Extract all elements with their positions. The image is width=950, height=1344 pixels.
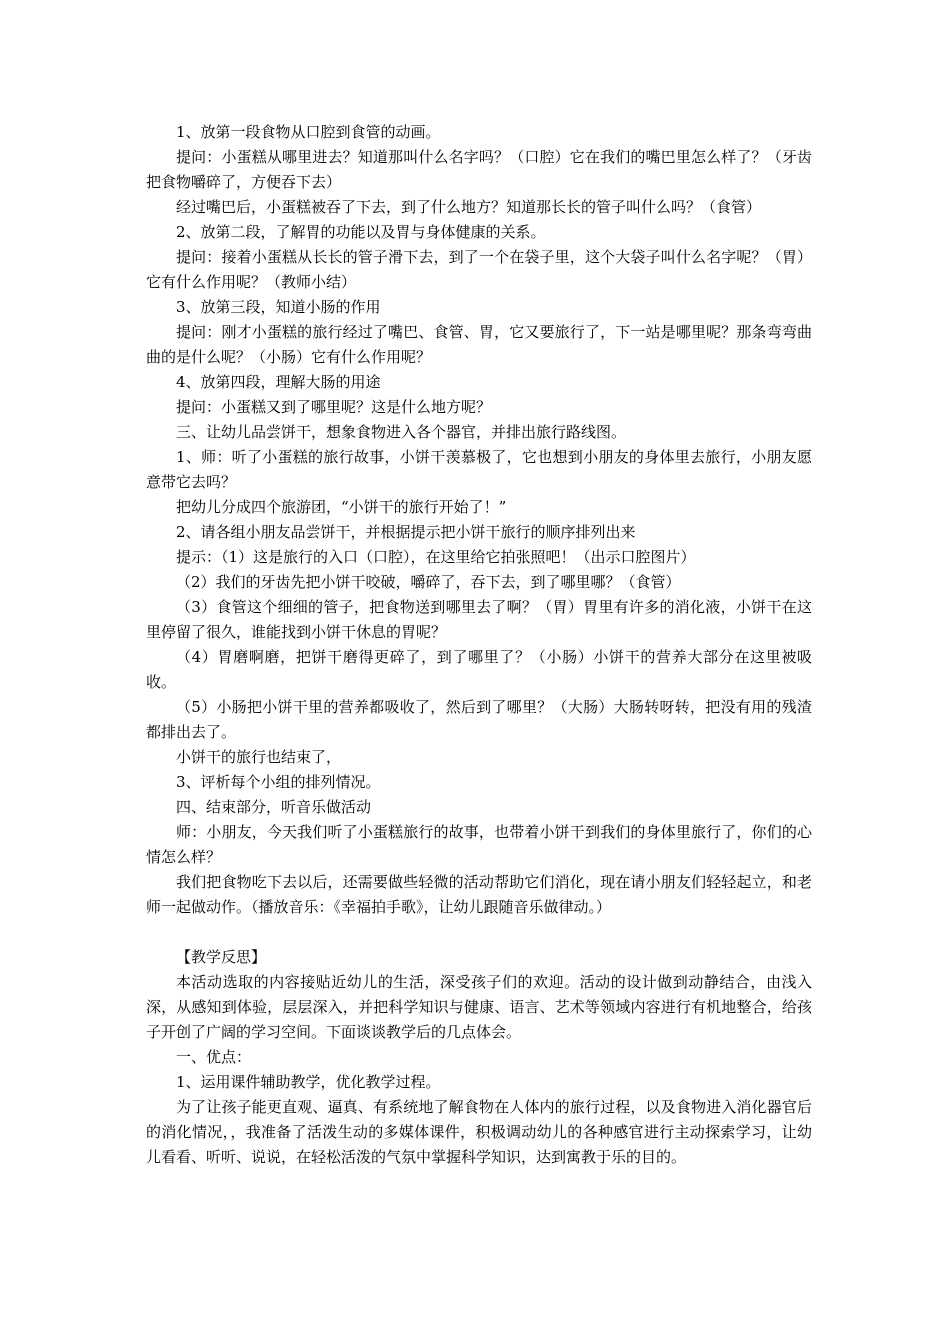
paragraph: 4、放第四段，理解大肠的用途: [176, 373, 381, 391]
reflection-paragraph: 1、运用课件辅助教学，优化教学过程。: [176, 1073, 441, 1091]
section-heading: 四、结束部分，听音乐做活动: [176, 798, 372, 816]
paragraph: 提问：小蛋糕从哪里进去？知道那叫什么名字吗？（口腔）它在我们的嘴巴里怎么样了？（牙齿把食物嚼碎了，方便吞下去）: [146, 148, 812, 191]
paragraph: （5）小肠把小饼干里的营养都吸收了，然后到了哪里？（大肠）大肠转呀转，把没有用的残渣都排出去了。: [146, 698, 812, 741]
paragraph: 师：小朋友，今天我们听了小蛋糕旅行的故事，也带着小饼干到我们的身体里旅行了，你们的心情怎么样？: [146, 823, 812, 866]
paragraph: 经过嘴巴后，小蛋糕被吞了下去，到了什么地方？知道那长长的管子叫什么吗？（食管）: [176, 198, 762, 216]
paragraph: 2、放第二段，了解胃的功能以及胃与身体健康的关系。: [176, 223, 546, 241]
paragraph: 小饼干的旅行也结束了，: [176, 748, 342, 766]
reflection-subheading: 一、优点：: [176, 1048, 252, 1066]
paragraph: （2）我们的牙齿先把小饼干咬破，嚼碎了，吞下去，到了哪里哪？（食管）: [176, 573, 681, 591]
paragraph: （4）胃磨啊磨，把饼干磨得更碎了，到了哪里了？（小肠）小饼干的营养大部分在这里被吸收。: [146, 648, 812, 691]
paragraph: 2、请各组小朋友品尝饼干，并根据提示把小饼干旅行的顺序排列出来: [176, 523, 636, 541]
reflection-paragraph: 本活动选取的内容接贴近幼儿的生活，深受孩子们的欢迎。活动的设计做到动静结合，由浅入深，从感知到体验，层层深入，并把科学知识与健康、语言、艺术等领域内容进行有机地整合，给孩子开创了广阔的学习空间。下面谈谈教学后的几点体会。: [146, 973, 812, 1041]
paragraph: 提问：刚才小蛋糕的旅行经过了嘴巴、食管、胃，它又要旅行了，下一站是哪里呢？那条弯弯曲曲的是什么呢？（小肠）它有什么作用呢？: [146, 323, 812, 366]
document-body: [146, 120, 812, 1170]
paragraph: 1、师：听了小蛋糕的旅行故事，小饼干羡慕极了，它也想到小朋友的身体里去旅行，小朋友愿意带它去吗？: [146, 448, 812, 491]
paragraph: 3、放第三段，知道小肠的作用: [176, 298, 381, 316]
paragraph: 提示：（1）这是旅行的入口（口腔），在这里给它拍张照吧！（出示口腔图片）: [176, 548, 696, 566]
paragraph: 提问：小蛋糕又到了哪里呢？这是什么地方呢？: [176, 398, 492, 416]
paragraph: 3、评析每个小组的排列情况。: [176, 773, 381, 791]
reflection-paragraph: 为了让孩子能更直观、逼真、有系统地了解食物在人体内的旅行过程，以及食物进入消化器官后的消化情况，，我准备了活泼生动的多媒体课件，积极调动幼儿的各种感官进行主动探索学习，让幼儿看看、听听、说说，在轻松活泼的气氛中掌握科学知识，达到寓教于乐的目的。: [146, 1098, 812, 1166]
paragraph: 把幼儿分成四个旅游团，“小饼干的旅行开始了！”: [176, 498, 507, 516]
paragraph: 1、放第一段食物从口腔到食管的动画。: [176, 123, 441, 141]
paragraph: （3）食管这个细细的管子，把食物送到哪里去了啊？（胃）胃里有许多的消化液，小饼干在这里停留了很久，谁能找到小饼干休息的胃呢？: [146, 598, 812, 641]
paragraph: 提问：接着小蛋糕从长长的管子滑下去，到了一个在袋子里，这个大袋子叫什么名字呢？（胃）它有什么作用呢？（教师小结）: [146, 248, 812, 291]
blank-line: [146, 920, 812, 945]
section-heading: 三、让幼儿品尝饼干，想象食物进入各个器官，并排出旅行路线图。: [176, 423, 627, 441]
paragraph: 我们把食物吃下去以后，还需要做些轻微的活动帮助它们消化，现在请小朋友们轻轻起立，和老师一起做动作。（播放音乐：《幸福拍手歌》，让幼儿跟随音乐做律动。）: [146, 873, 812, 916]
reflection-heading: 【教学反思】: [176, 948, 267, 966]
